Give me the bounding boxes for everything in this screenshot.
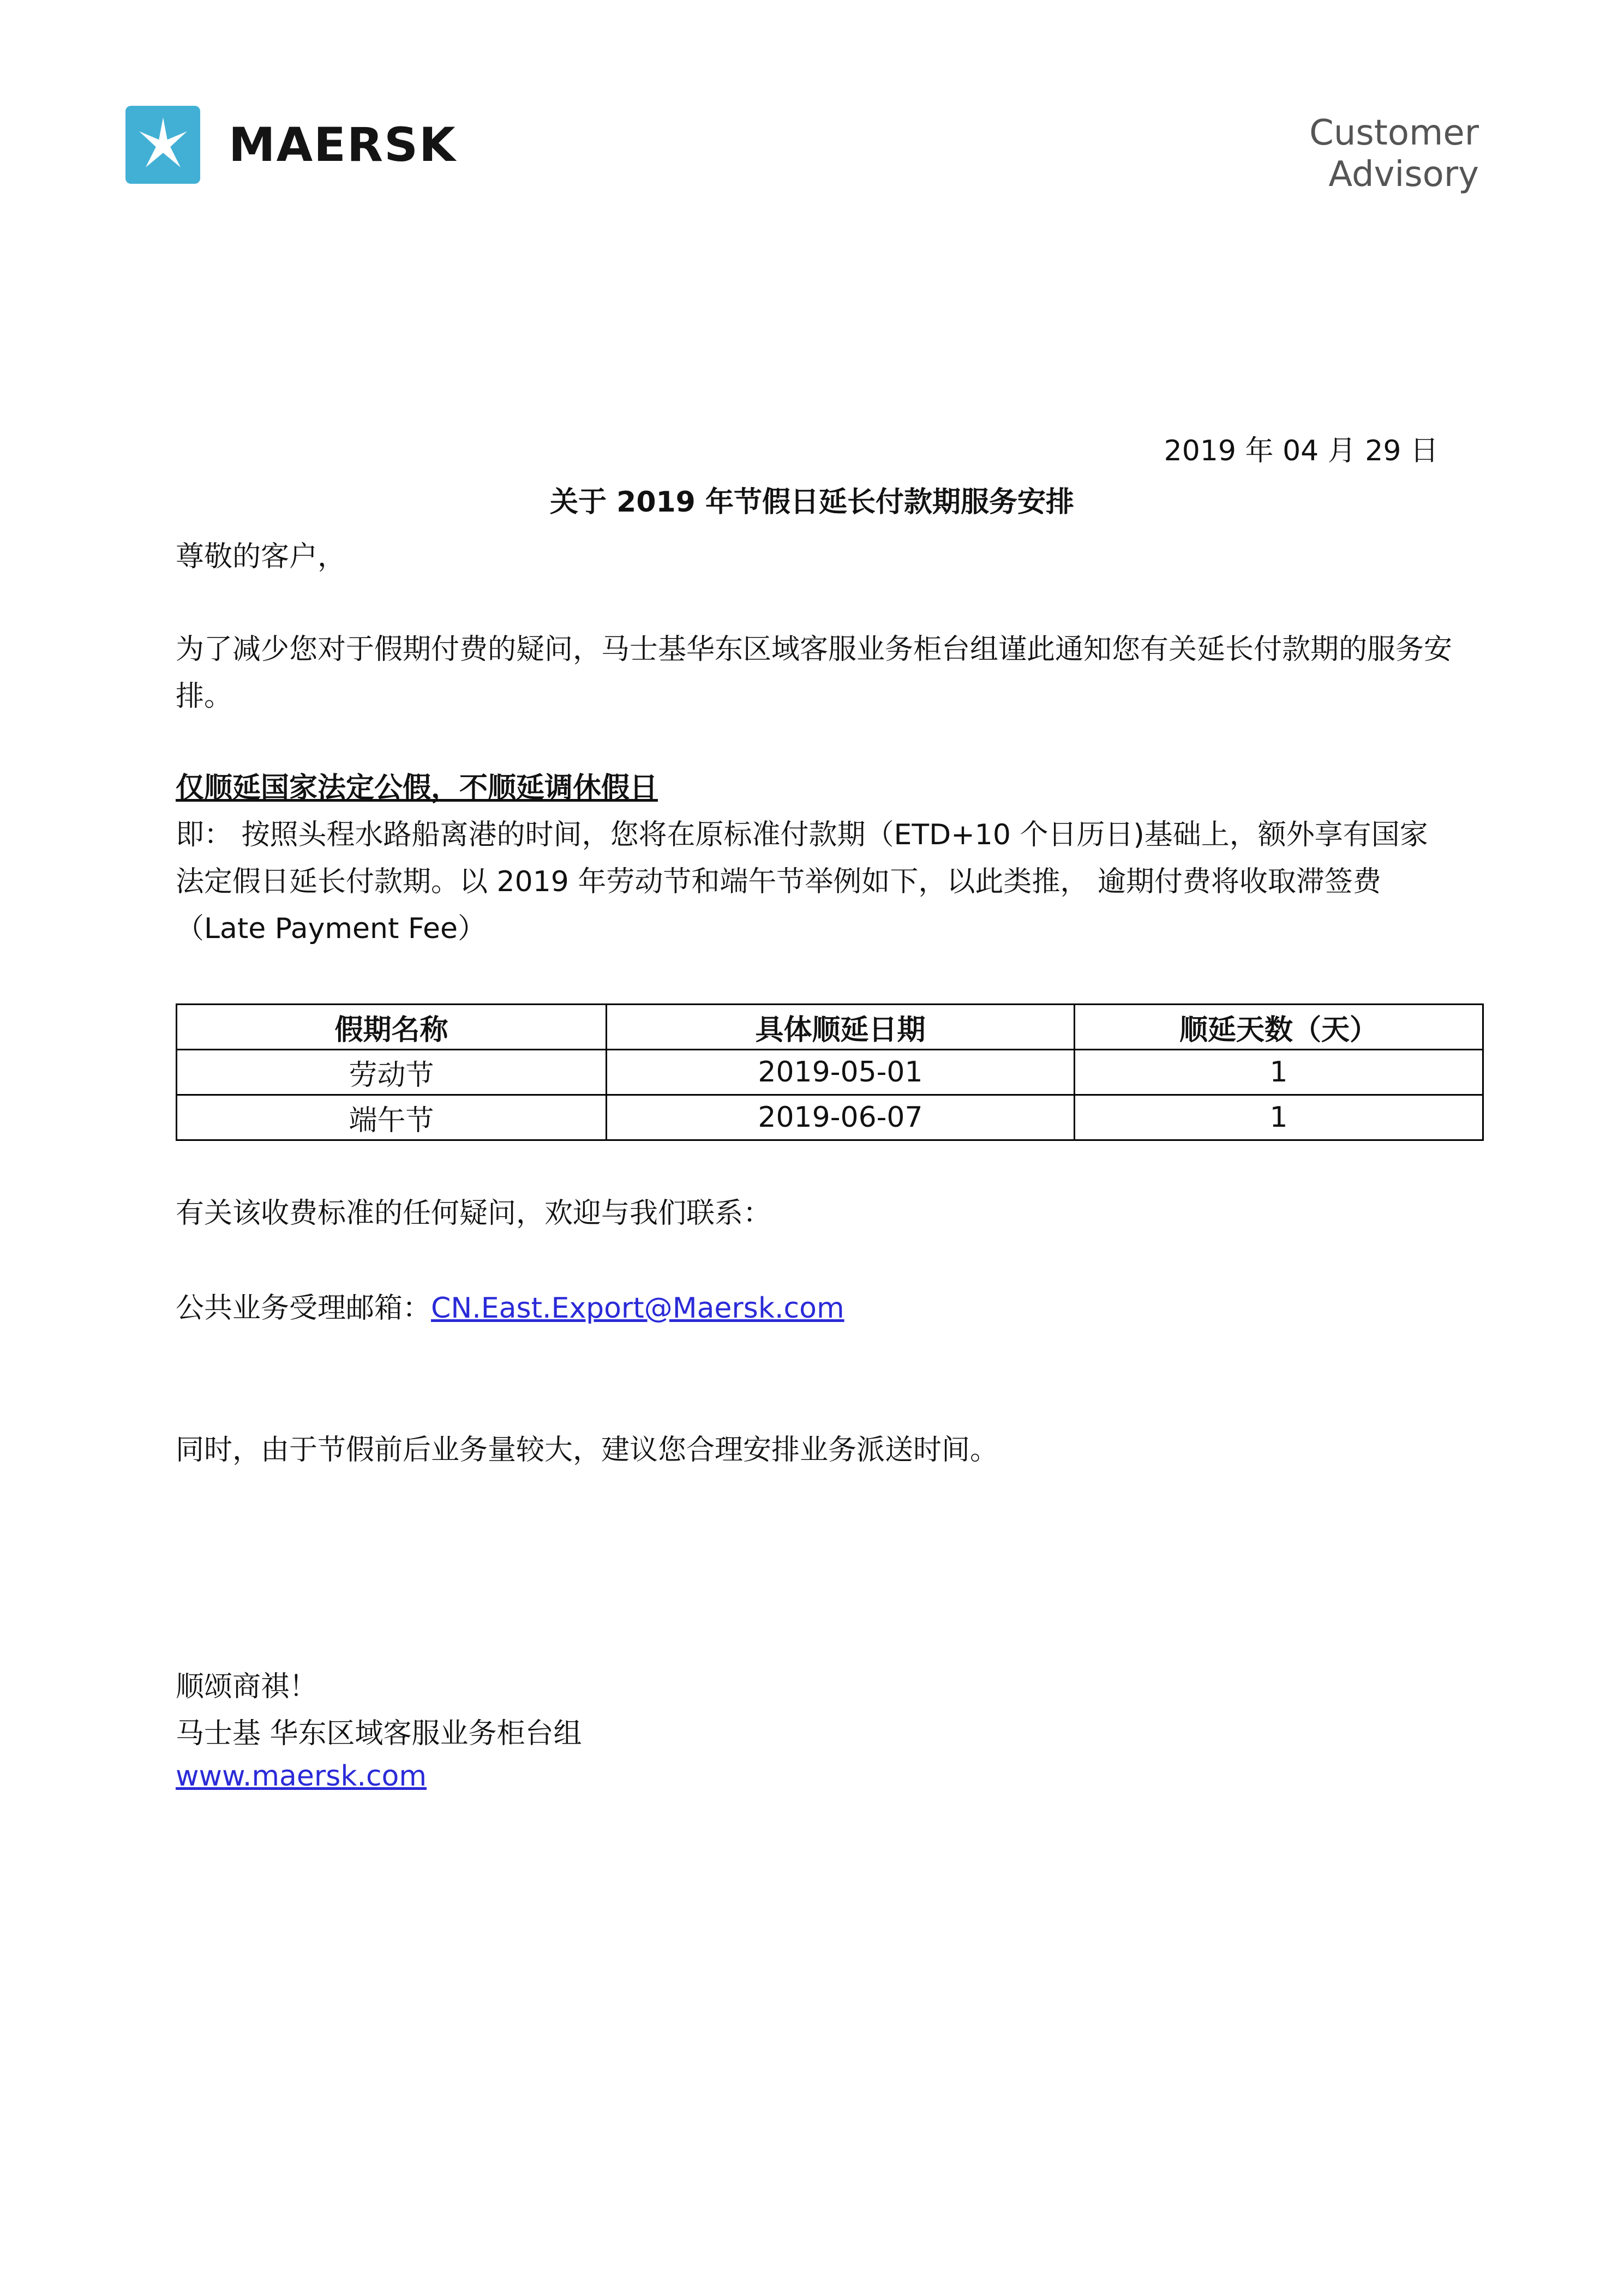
table-cell: 1: [1075, 1095, 1483, 1140]
rule-heading: [176, 765, 1452, 812]
rule-heading-text: 仅顺延国家法定公假，不顺延调休假日: [176, 772, 658, 804]
star-icon: [125, 106, 200, 184]
rule-paragraph: 即： 按照头程水路船离港的时间，您将在原标准付款期（ETD+10 个日历日)基础上，额外享有国家法定假日延长付款期。以 2019 年劳动节和端午节举例如下，以此类推， 逾期付费将收取滞签费（Late Payment Fee）: [176, 819, 1428, 945]
brand-name: MAERSK: [229, 117, 457, 172]
maersk-logo: [125, 106, 457, 184]
email-link[interactable]: CN.East.Export@Maersk.com: [431, 1292, 844, 1325]
table-cell: 劳动节: [177, 1050, 607, 1095]
letter-title: 关于 2019 年节假日延长付款期服务安排: [550, 486, 1074, 519]
email-label: 公共业务受理邮箱：: [176, 1292, 432, 1325]
holiday-table: [176, 1003, 1484, 1141]
website-link[interactable]: www.maersk.com: [176, 1760, 427, 1793]
table-header-cell: 顺延天数（天）: [1075, 1005, 1483, 1050]
advisory-line-1: Customer: [1309, 113, 1479, 153]
advisory-line-2: Advisory: [1328, 154, 1479, 195]
table-cell: 1: [1075, 1050, 1483, 1095]
letter-date: 2019 年 04 月 29 日: [1164, 435, 1439, 467]
closing: 顺颂商祺！: [176, 1670, 318, 1703]
table-row: [177, 1050, 1483, 1095]
table-header-cell: 具体顺延日期: [607, 1005, 1075, 1050]
email-line: [176, 1285, 1452, 1332]
customer-advisory-label: [1309, 112, 1479, 195]
signature: 马士基 华东区域客服业务柜台组: [176, 1717, 582, 1750]
table-cell: 2019-05-01: [607, 1050, 1075, 1095]
table-header-cell: 假期名称: [177, 1005, 607, 1050]
table-cell: 2019-06-07: [607, 1095, 1075, 1140]
intro-paragraph: 为了减少您对于假期付费的疑问，马士基华东区域客服业务柜台组谨此通知您有关延长付款期的服务安排。: [176, 633, 1453, 713]
contact-intro: 有关该收费标准的任何疑问，欢迎与我们联系：: [176, 1197, 772, 1230]
table-row: [177, 1095, 1483, 1140]
website-line: [176, 1753, 1452, 1800]
table-cell: 端午节: [177, 1095, 607, 1140]
table-header-row: [177, 1005, 1483, 1050]
greeting: 尊敬的客户，: [176, 540, 346, 573]
note-paragraph: 同时，由于节假前后业务量较大，建议您合理安排业务派送时间。: [176, 1434, 999, 1466]
